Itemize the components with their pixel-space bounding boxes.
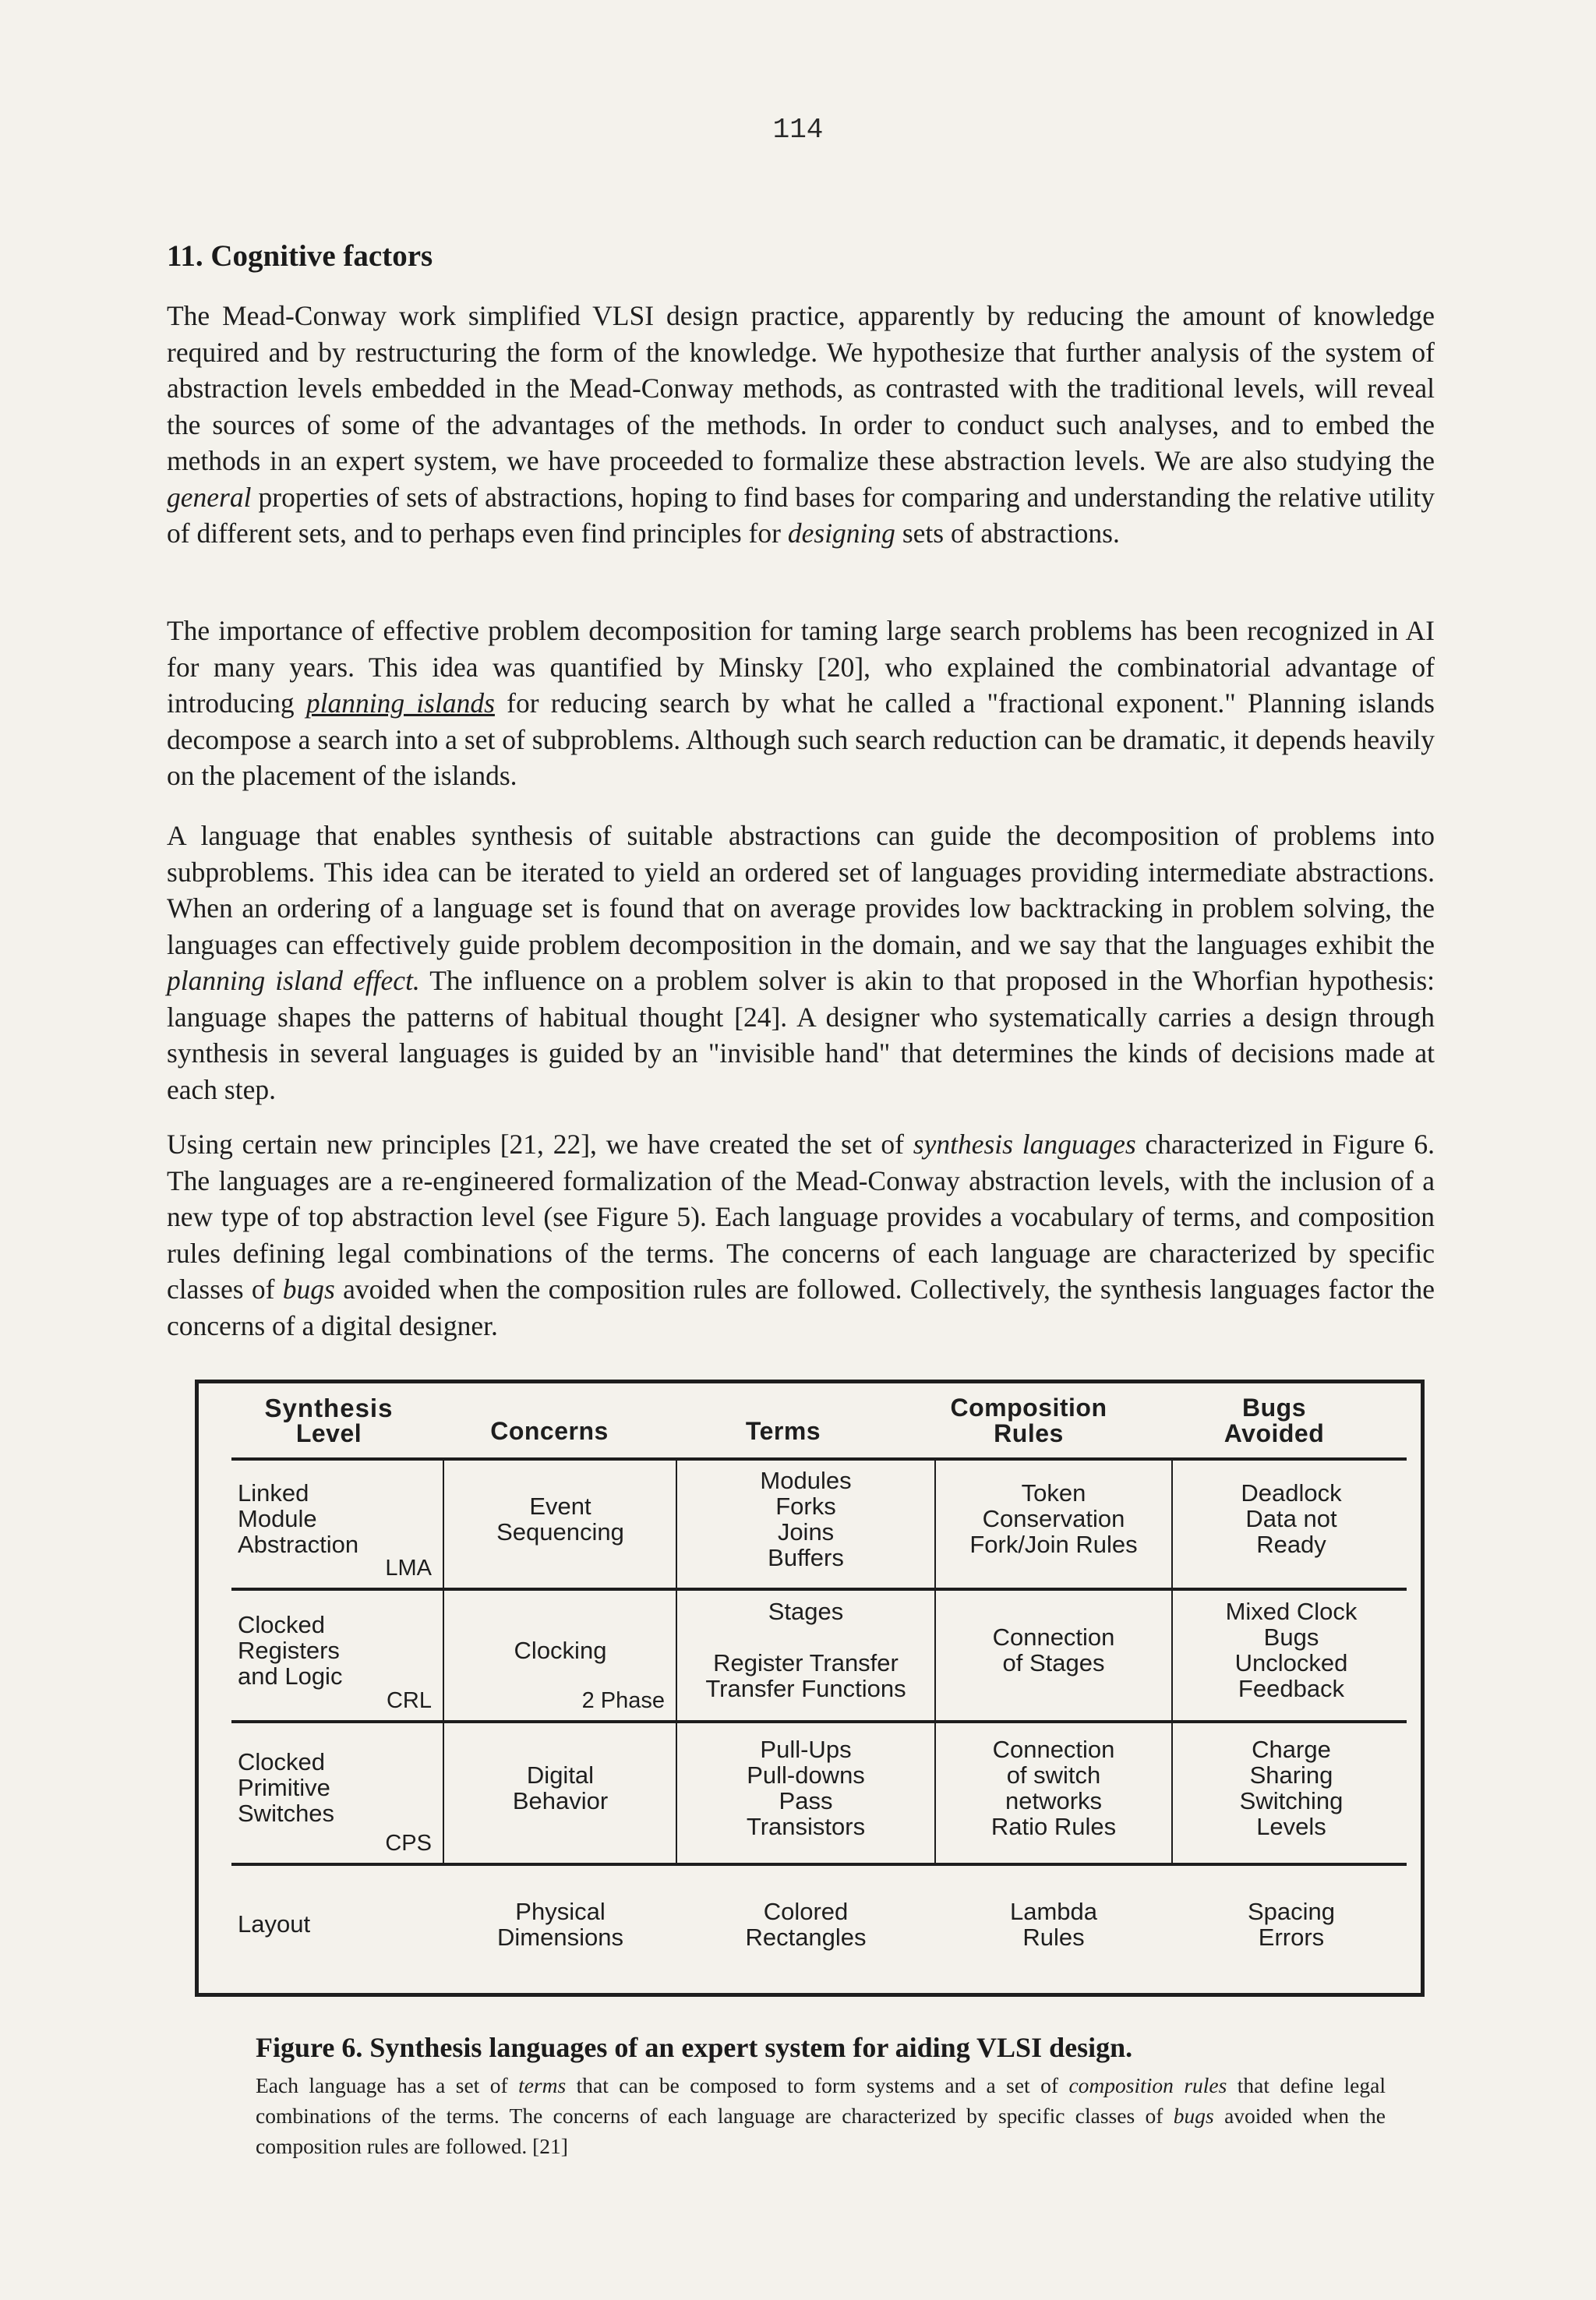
cell-line: Linked xyxy=(238,1479,309,1507)
figure-caption-text xyxy=(256,2070,1386,2161)
header-line: Level xyxy=(295,1419,362,1447)
cell-line: Stages xyxy=(768,1598,844,1625)
cell-line: Spacing xyxy=(1247,1897,1336,1925)
section-title: 11. Cognitive factors xyxy=(167,239,433,273)
text-run: The influence on a problem solver is akin to that proposed in the Whorfian hypothesis: language shapes the patterns of habitual thought [24]. A designer who systematically carries a design through synthesis in several languages is guided by an "invisible hand" that determines the kinds of decisions made at each step. xyxy=(167,965,1435,1105)
cell-line: Digital xyxy=(526,1761,595,1789)
figure-cell-bugs xyxy=(1174,1866,1408,1982)
figure-cell-rules xyxy=(937,1723,1170,1852)
figure-cell-rules xyxy=(937,1866,1170,1982)
cell-line: Lambda xyxy=(1009,1897,1098,1925)
header-line: Terms xyxy=(745,1417,821,1445)
figure-cell-level xyxy=(238,1866,440,1982)
text-run: for reducing search by what he called a "fractional exponent." Planning islands decompose a search into a set of subproblems. Although such search reduction can be dramatic, it depends heavily on the placement of the islands. xyxy=(167,687,1435,791)
cell-line: Joins xyxy=(777,1517,835,1546)
cell-line: Levels xyxy=(1256,1812,1326,1840)
cell-line: Transfer Functions xyxy=(705,1675,906,1702)
italic-run: bugs xyxy=(1173,2104,1214,2128)
text-run: The importance of effective problem decomposition for taming large search problems has been recognized in AI for many years. This idea was quantified by Minsky [20], who explained the combinatorial advantage of introducing xyxy=(167,615,1435,719)
cell-line: and Logic xyxy=(238,1662,343,1690)
cell-line: Data not xyxy=(1245,1505,1337,1532)
figure-cell-bugs xyxy=(1174,1591,1408,1709)
figure-cell-bugs xyxy=(1174,1723,1408,1852)
text-run: avoided when the composition rules are followed. Collectively, the synthesis languages factor the concerns of a digital designer. xyxy=(167,1274,1435,1341)
figure-cell-bugs xyxy=(1174,1461,1408,1577)
column-divider xyxy=(676,1459,677,1863)
cell-line: Behavior xyxy=(512,1786,609,1814)
cell-line: Registers xyxy=(238,1636,340,1664)
cell-line: Charge xyxy=(1252,1735,1331,1763)
cell-line: Rules xyxy=(1022,1923,1085,1951)
header-line: Avoided xyxy=(1223,1419,1325,1447)
italic-run: synthesis languages xyxy=(913,1129,1136,1160)
column-divider xyxy=(1171,1459,1173,1863)
cell-line xyxy=(803,1624,810,1650)
cell-line: Buffers xyxy=(768,1543,844,1571)
cell-line: Transistors xyxy=(746,1812,866,1840)
text-run: Each language has a set of xyxy=(256,2073,519,2097)
italic-run: bugs xyxy=(282,1274,335,1305)
cell-line: Token xyxy=(1021,1479,1086,1507)
cell-line: Fork/Join Rules xyxy=(969,1531,1138,1558)
header-line: Bugs xyxy=(1242,1393,1306,1422)
level-abbreviation: CRL xyxy=(386,1688,432,1713)
figure-cell-rules xyxy=(937,1591,1170,1709)
cell-line: Mixed Clock xyxy=(1225,1598,1358,1625)
text-run: Using certain new principles [21, 22], we have created the set of xyxy=(167,1129,913,1160)
paragraph-4 xyxy=(167,1126,1435,1344)
level-abbreviation: LMA xyxy=(385,1556,432,1581)
column-divider xyxy=(443,1459,444,1863)
cell-line: Unclocked xyxy=(1234,1649,1348,1676)
header-line: Rules xyxy=(994,1419,1064,1447)
level-abbreviation: CPS xyxy=(385,1831,432,1856)
paragraph-1 xyxy=(167,298,1435,552)
italic-run: planning islands xyxy=(305,687,495,719)
italic-run: general xyxy=(167,481,252,513)
paragraph-3 xyxy=(167,818,1435,1108)
cell-line: Feedback xyxy=(1238,1675,1345,1702)
cell-line: Layout xyxy=(238,1910,311,1938)
column-divider xyxy=(934,1459,936,1863)
text-run: properties of sets of abstractions, hoping to find bases for comparing and understanding the relative utility of different sets, and to perhaps even find principles for xyxy=(167,481,1435,549)
figure-cell-concerns xyxy=(447,1723,674,1852)
italic-run: composition rules xyxy=(1068,2073,1227,2097)
cell-line: Rectangles xyxy=(745,1923,867,1951)
cell-line: Bugs xyxy=(1263,1623,1319,1651)
cell-line: Module xyxy=(238,1505,317,1532)
cell-line: Deadlock xyxy=(1241,1479,1342,1507)
cell-line: Switching xyxy=(1239,1786,1344,1814)
text-run: The Mead-Conway work simplified VLSI design practice, apparently by reducing the amount of knowledge required and by restructuring the form of the knowledge. We hypothesize that further analysis of the system of abstraction levels embedded in the Mead-Conway methods, as contrasted with the traditional levels, will reveal the sources of some of the advantages of the methods. In order to conduct such analyses, and to embed the methods in an expert system, we have proceeded to formalize these abstraction levels. We are also studying the xyxy=(167,300,1435,476)
cell-line: Clocked xyxy=(238,1748,325,1775)
cell-line: Switches xyxy=(238,1800,335,1827)
header-synthesis-level xyxy=(231,1383,426,1457)
figure-cell-rules xyxy=(937,1461,1170,1577)
figure-cell-terms xyxy=(679,1591,933,1709)
text-run: that can be composed to form systems and a set of xyxy=(566,2073,1069,2097)
figure-cell-concerns xyxy=(447,1461,674,1577)
text-run: characterized in Figure 6. The languages are a re-engineered formalization of the Mead-Conway abstraction levels, with the inclusion of a new type of top abstraction level (see Figure 5). Each language provides a vocabulary of terms, and composition rules defining legal combinations of the terms. The concerns of each language are characterized by specific classes of xyxy=(167,1129,1435,1305)
cell-line: Clocking xyxy=(514,1636,607,1664)
cell-line: of Stages xyxy=(1002,1649,1105,1676)
text-run: A language that enables synthesis of suitable abstractions can guide the decomposition of problems into subproblems. This idea can be iterated to yield an ordered set of languages providing intermediate abstractions. When an ordering of a language set is found that on average provides low backtracking in problem solving, the languages can effectively guide problem decomposition in the domain, and we say that the languages exhibit the xyxy=(167,820,1435,960)
cell-line: Ratio Rules xyxy=(990,1812,1117,1840)
cell-line: Register Transfer xyxy=(713,1649,899,1676)
cell-line: Forks xyxy=(775,1492,836,1520)
cell-line: Primitive xyxy=(238,1774,330,1801)
text-run: avoided when the composition rules are followed. [21] xyxy=(256,2104,1386,2158)
figure-caption-title: Figure 6. Synthesis languages of an expert system for aiding VLSI design. xyxy=(256,2032,1133,2063)
header-bugs-avoided xyxy=(1165,1383,1383,1457)
cell-line: Clocked xyxy=(238,1610,325,1638)
italic-run: planning island effect. xyxy=(167,965,420,996)
figure-cell-terms xyxy=(679,1723,933,1852)
cell-line: Physical xyxy=(515,1897,606,1925)
text-run: sets of abstractions. xyxy=(895,518,1120,549)
synthesis-languages-figure xyxy=(195,1380,1425,1997)
cell-line: Dimensions xyxy=(497,1923,623,1951)
cell-line: Pull-downs xyxy=(747,1761,865,1789)
cell-line: Colored xyxy=(763,1897,849,1925)
cell-line: Abstraction xyxy=(238,1531,359,1558)
cell-line: Sharing xyxy=(1249,1761,1333,1789)
cell-line: networks xyxy=(1005,1786,1103,1814)
cell-line: Event xyxy=(529,1492,591,1520)
header-line: Concerns xyxy=(490,1417,609,1445)
cell-line: Connection xyxy=(992,1623,1115,1651)
page-number: 114 xyxy=(772,114,824,146)
header-composition-rules xyxy=(923,1383,1134,1457)
figure-cell-terms xyxy=(679,1866,933,1982)
cell-line: Modules xyxy=(760,1466,852,1494)
figure-cell-concerns xyxy=(447,1866,674,1982)
cell-line: Sequencing xyxy=(496,1517,624,1546)
figure-cell-terms xyxy=(679,1461,933,1577)
header-line: Composition xyxy=(950,1393,1107,1422)
cell-line: Errors xyxy=(1258,1923,1325,1951)
cell-line: Conservation xyxy=(982,1505,1125,1532)
concerns-annotation: 2 Phase xyxy=(581,1688,665,1713)
paragraph-2 xyxy=(167,613,1435,794)
text-run: that define legal combinations of the terms. The concerns of each language are characterized by specific classes of xyxy=(256,2073,1386,2128)
italic-run: terms xyxy=(518,2073,567,2097)
cell-line: Pull-Ups xyxy=(760,1735,852,1763)
header-line: Synthesis xyxy=(264,1393,394,1422)
cell-line: Connection xyxy=(992,1735,1115,1763)
italic-run: designing xyxy=(787,518,895,549)
cell-line: Pass xyxy=(779,1786,833,1814)
cell-line: Ready xyxy=(1256,1531,1326,1558)
cell-line: of switch xyxy=(1006,1761,1101,1789)
